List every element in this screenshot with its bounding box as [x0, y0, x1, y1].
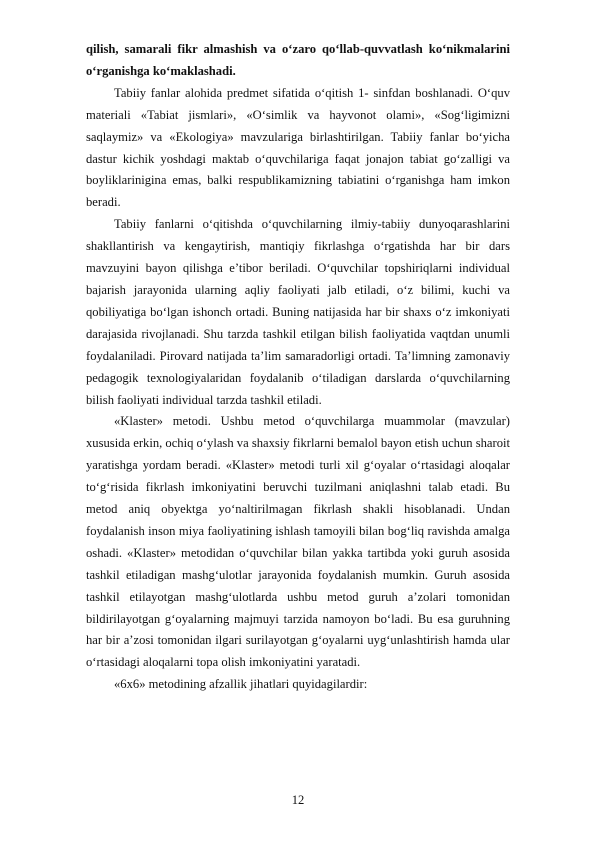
- paragraph-tabiiy-fanlar-intro: Tabiiy fanlar alohida predmet sifatida o‘qitish 1- sinfdan boshlanadi. O‘quv materiali «Tabiat jismlari», «O‘simlik va hayvonot olami», «Sog‘ligimizni saqlaymiz» va «Ekologiya» mavzulariga birlashtirilgan. Tabiiy fanlar bo‘yicha dastur kichik yoshdagi maktab o‘quvchilariga faqat jonajon tabiat go‘zalligi va boyliklarinigina emas, balki respublikamizning tabiatini o‘rganishga ham imkon beradi.: [86, 85, 510, 210]
- paragraph-continuation: qilish, samarali fikr almashish va o‘zaro qo‘llab-quvvatlash ko‘nikmalarini o‘rganishga ko‘maklashadi.: [86, 42, 510, 78]
- document-page: [86, 39, 510, 696]
- paragraph-6x6-method: «6x6» metodining afzallik jihatlari quyidagilardir:: [114, 677, 368, 692]
- paragraph-tabiiy-fanlar-teaching: Tabiiy fanlarni o‘qitishda o‘quvchilarning ilmiy-tabiiy dunyoqarashlarini shakllantirish va kengaytirish, mantiqiy fikrlashga o‘rgatishda har bir dars mavzuyini bayon qilishga e’tibor beriladi. O‘quvchilar topshiriqlarni individual bajarish jarayonida ularning aqliy faoliyati jalb etiladi, o‘z bilimi, kuchi va qobiliyatiga bo‘lgan ishonch ortadi. Buning natijasida har bir shaxs o‘z imkoniyati darajasida rivojlanadi. Shu tarzda tashkil etilgan bilish faoliyatida vaqtdan unumli foydalaniladi. Pirovard natijada ta’lim samaradorligi ortadi. Ta’limning zamonaviy pedagogik texnologiyalaridan foydalanib o‘tiladigan darslarda o‘quvchilarning bilish faoliyati individual tarzda tashkil etiladi.: [86, 217, 510, 407]
- paragraph-klaster-method: «Klaster» metodi. Ushbu metod o‘quvchilarga muammolar (mavzular) xususida erkin, ochiq o‘ylash va shaxsiy fikrlarni bemalol bayon etish uchun sharoit yaratishga yordam beradi. «Klaster» metodi turli xil g‘oyalar o‘rtasidagi aloqalar to‘g‘risida fikrlash imkoniyatini beruvchi tuzilmani aniqlashni talab etadi. Bu metod aniq obyektga yo‘naltirilmagan fikrlash shakli hisoblanadi. Undan foydalanish inson miya faoliyatining ishlash tamoyili bilan bog‘liq ravishda amalga oshadi. «Klaster» metodidan o‘quvchilar bilan yakka tartibda yoki guruh asosida tashkil etiladigan mashg‘ulotlar jarayonida foydalanish mumkin. Guruh asosida tashkil etilayotgan mashg‘ulotlarda ushbu metod guruh a’zolari tomonidan bildirilayotgan g‘oyalarning majmuyi tarzida namoyon bo‘ladi. Bu esa guruhning har bir a’zosi tomonidan ilgari surilayotgan g‘oyalarni uyg‘unlashtirish hamda ular o‘rtasidagi aloqalarni topa olish imkoniyatini yaratadi.: [86, 414, 510, 670]
- page-number: 12: [291, 793, 305, 807]
